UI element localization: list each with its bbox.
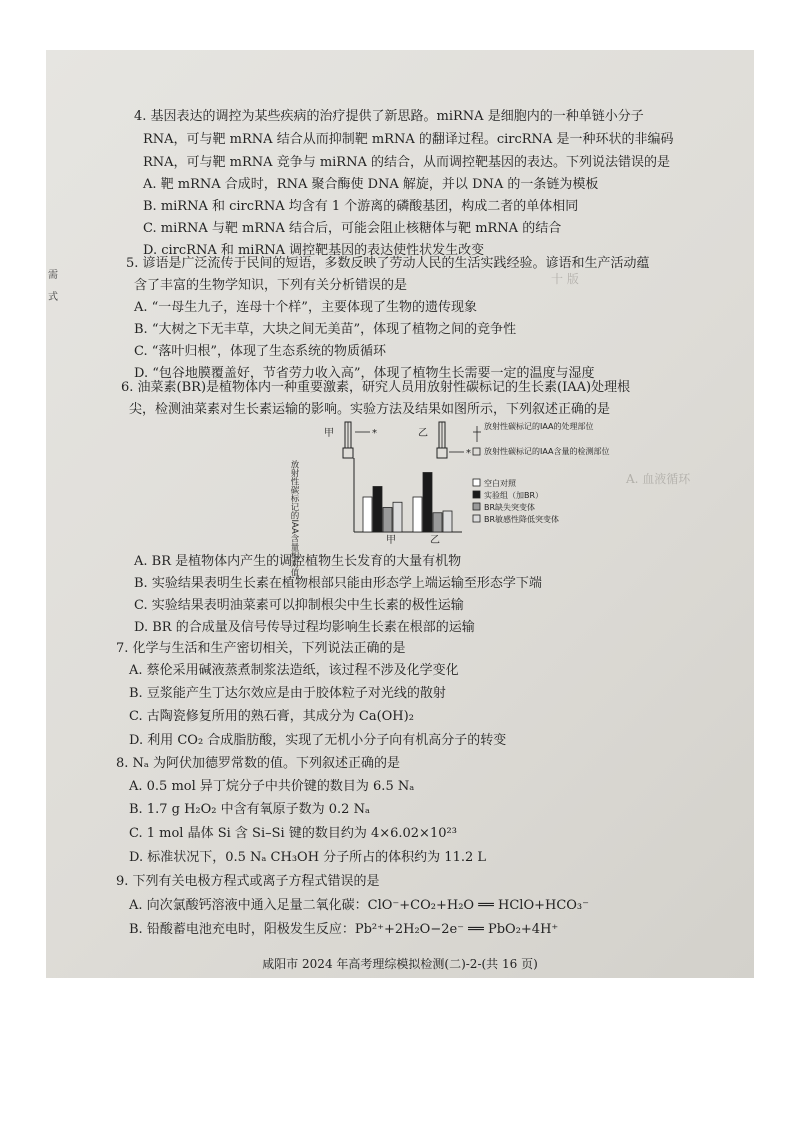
- legend-label: BR敏感性降低突变体: [484, 515, 560, 524]
- side-label: 需: [48, 270, 58, 281]
- q7-option-a: A. 蔡伦采用碱液蒸煮制浆法造纸，该过程不涉及化学变化: [129, 663, 459, 678]
- category-label-top: 乙: [418, 428, 428, 439]
- q4-option-c: C. miRNA 与靶 mRNA 结合后，可能会阻止核糖体与靶 mRNA 的结合: [143, 221, 562, 236]
- bar-甲-实验组（加BR）: [373, 487, 382, 533]
- x-tick-label: 乙: [430, 535, 440, 546]
- root-tip-jia-diagram: [324, 422, 377, 458]
- bar-甲-BR缺失突变体: [383, 508, 392, 533]
- q7-option-d: D. 利用 CO₂ 合成脂肪酸，实现了无机小分子向有机高分子的转变: [129, 733, 507, 748]
- root-tip-yi-diagram: [418, 422, 471, 459]
- page-footer: 咸阳市 2024 年高考理综模拟检测(二)-2-(共 16 页): [262, 957, 538, 971]
- q9-stem: 9. 下列有关电极方程式或离子方程式错误的是: [116, 874, 380, 889]
- exam-page: [46, 50, 754, 978]
- bar-甲-空白对照: [363, 497, 372, 532]
- bleed-through-text: A. 血液循环: [626, 472, 691, 486]
- legend-label: BR缺失突变体: [484, 503, 536, 512]
- legend-swatch: [473, 491, 480, 498]
- bar-甲-BR敏感性降低突变体: [393, 502, 402, 532]
- marker-star: *: [372, 428, 377, 439]
- q6-option-c: C. 实验结果表明油菜素可以抑制根尖中生长素的极性运输: [134, 598, 464, 613]
- q4-option-d: D. circRNA 和 miRNA 调控靶基因的表达使性状发生改变: [143, 243, 485, 258]
- q5-option-b: B. “大树之下无丰草，大块之间无美苗”，体现了植物之间的竞争性: [134, 322, 517, 337]
- q7-stem: 7. 化学与生活和生产密切相关，下列说法正确的是: [116, 641, 406, 656]
- q5-option-a: A. “一母生九子，连母十个样”，主要体现了生物的遗传现象: [134, 300, 477, 315]
- q8-option-c: C. 1 mol 晶体 Si 含 Si–Si 键的数目约为 4×6.02×10²³: [129, 826, 457, 841]
- q9-option-b: B. 铅酸蓄电池充电时，阳极发生反应：Pb²⁺+2H₂O−2e⁻ ══ PbO₂+4H⁺: [129, 922, 559, 937]
- q8-option-d: D. 标准状况下，0.5 Nₐ CH₃OH 分子所占的体积约为 11.2 L: [129, 850, 487, 865]
- bar-乙-BR敏感性降低突变体: [443, 511, 452, 532]
- q4-option-b: B. miRNA 和 circRNA 均含有 1 个游离的磷酸基团，构成二者的单体相同: [143, 199, 579, 214]
- q6-option-d: D. BR 的合成量及信号传导过程均影响生长素在根部的运输: [134, 620, 475, 635]
- q6-option-b: B. 实验结果表明生长素在植物根部只能由形态学上端运输至形态学下端: [134, 576, 542, 591]
- q7-option-c: C. 古陶瓷修复所用的熟石膏，其成分为 Ca(OH)₂: [129, 709, 414, 724]
- legend-swatch: [473, 479, 480, 486]
- y-axis-label: 放射性碳标记的IAA含量相对值: [289, 460, 299, 577]
- bleed-through-text: 十 版: [551, 272, 579, 286]
- category-label-top: 甲: [324, 428, 334, 439]
- q6-stem: 6. 油菜素(BR)是植物体内一种重要激素，研究人员用放射性碳标记的生长素(IAA)处理根: [121, 380, 631, 395]
- q6-option-a: A. BR 是植物体内产生的调控植物生长发育的大量有机物: [134, 554, 462, 569]
- bar-乙-BR缺失突变体: [433, 513, 442, 532]
- q5-option-c: C. “落叶归根”，体现了生态系统的物质循环: [134, 344, 387, 359]
- q4-stem: RNA，可与靶 mRNA 结合从而抑制靶 mRNA 的翻译过程。circRNA 是一种环状的非编码: [143, 132, 674, 147]
- x-tick-label: 甲: [386, 535, 396, 546]
- q6-stem: 尖，检测油菜素对生长素运输的影响。实验方法及结果如图所示，下列叙述正确的是: [129, 402, 611, 417]
- legend-swatch: [473, 515, 480, 522]
- legend-label: 空白对照: [484, 479, 516, 488]
- legend-swatch: [473, 503, 480, 510]
- legend-top: [473, 421, 610, 456]
- q7-option-b: B. 豆浆能产生丁达尔效应是由于胶体粒子对光线的散射: [129, 686, 446, 701]
- q5-stem: 含了丰富的生物学知识，下列有关分析错误的是: [134, 278, 408, 293]
- q9-option-a: A. 向次氯酸钙溶液中通入足量二氧化碳：ClO⁻+CO₂+H₂O ══ HClO+HCO₃⁻: [129, 898, 590, 913]
- legend-label: 实验组（加BR）: [484, 491, 544, 500]
- q5-stem: 5. 谚语是广泛流传于民间的短语，多数反映了劳动人民的生活实践经验。谚语和生产活动蕴: [126, 256, 650, 271]
- q8-stem: 8. Nₐ 为阿伏加德罗常数的值。下列叙述正确的是: [116, 756, 401, 771]
- q8-option-b: B. 1.7 g H₂O₂ 中含有氧原子数为 0.2 Nₐ: [129, 802, 370, 817]
- bar-乙-空白对照: [413, 497, 422, 532]
- q4-option-a: A. 靶 mRNA 合成时，RNA 聚合酶使 DNA 解旋，并以 DNA 的一条链为模板: [143, 177, 599, 192]
- q4-stem: 4. 基因表达的调控为某些疾病的治疗提供了新思路。miRNA 是细胞内的一种单链小分子: [134, 109, 644, 124]
- q4-stem: RNA，可与靶 mRNA 竞争与 miRNA 的结合，从而调控靶基因的表达。下列说法错误的是: [143, 155, 670, 170]
- marker-star: *: [466, 448, 471, 459]
- q5-option-d: D. “包谷地膜覆盖好，节省劳力收入高”，体现了植物生长需要一定的温度与湿度: [134, 366, 595, 381]
- legend: [473, 478, 559, 524]
- legend-top-item: 放射性碳标记的IAA的处理部位: [484, 422, 594, 431]
- legend-top-item: 放射性碳标记的IAA含量的检测部位: [484, 447, 610, 456]
- side-label: 式: [48, 292, 58, 303]
- q8-option-a: A. 0.5 mol 异丁烷分子中共价键的数目为 6.5 Nₐ: [129, 779, 415, 794]
- bar-乙-实验组（加BR）: [423, 473, 432, 533]
